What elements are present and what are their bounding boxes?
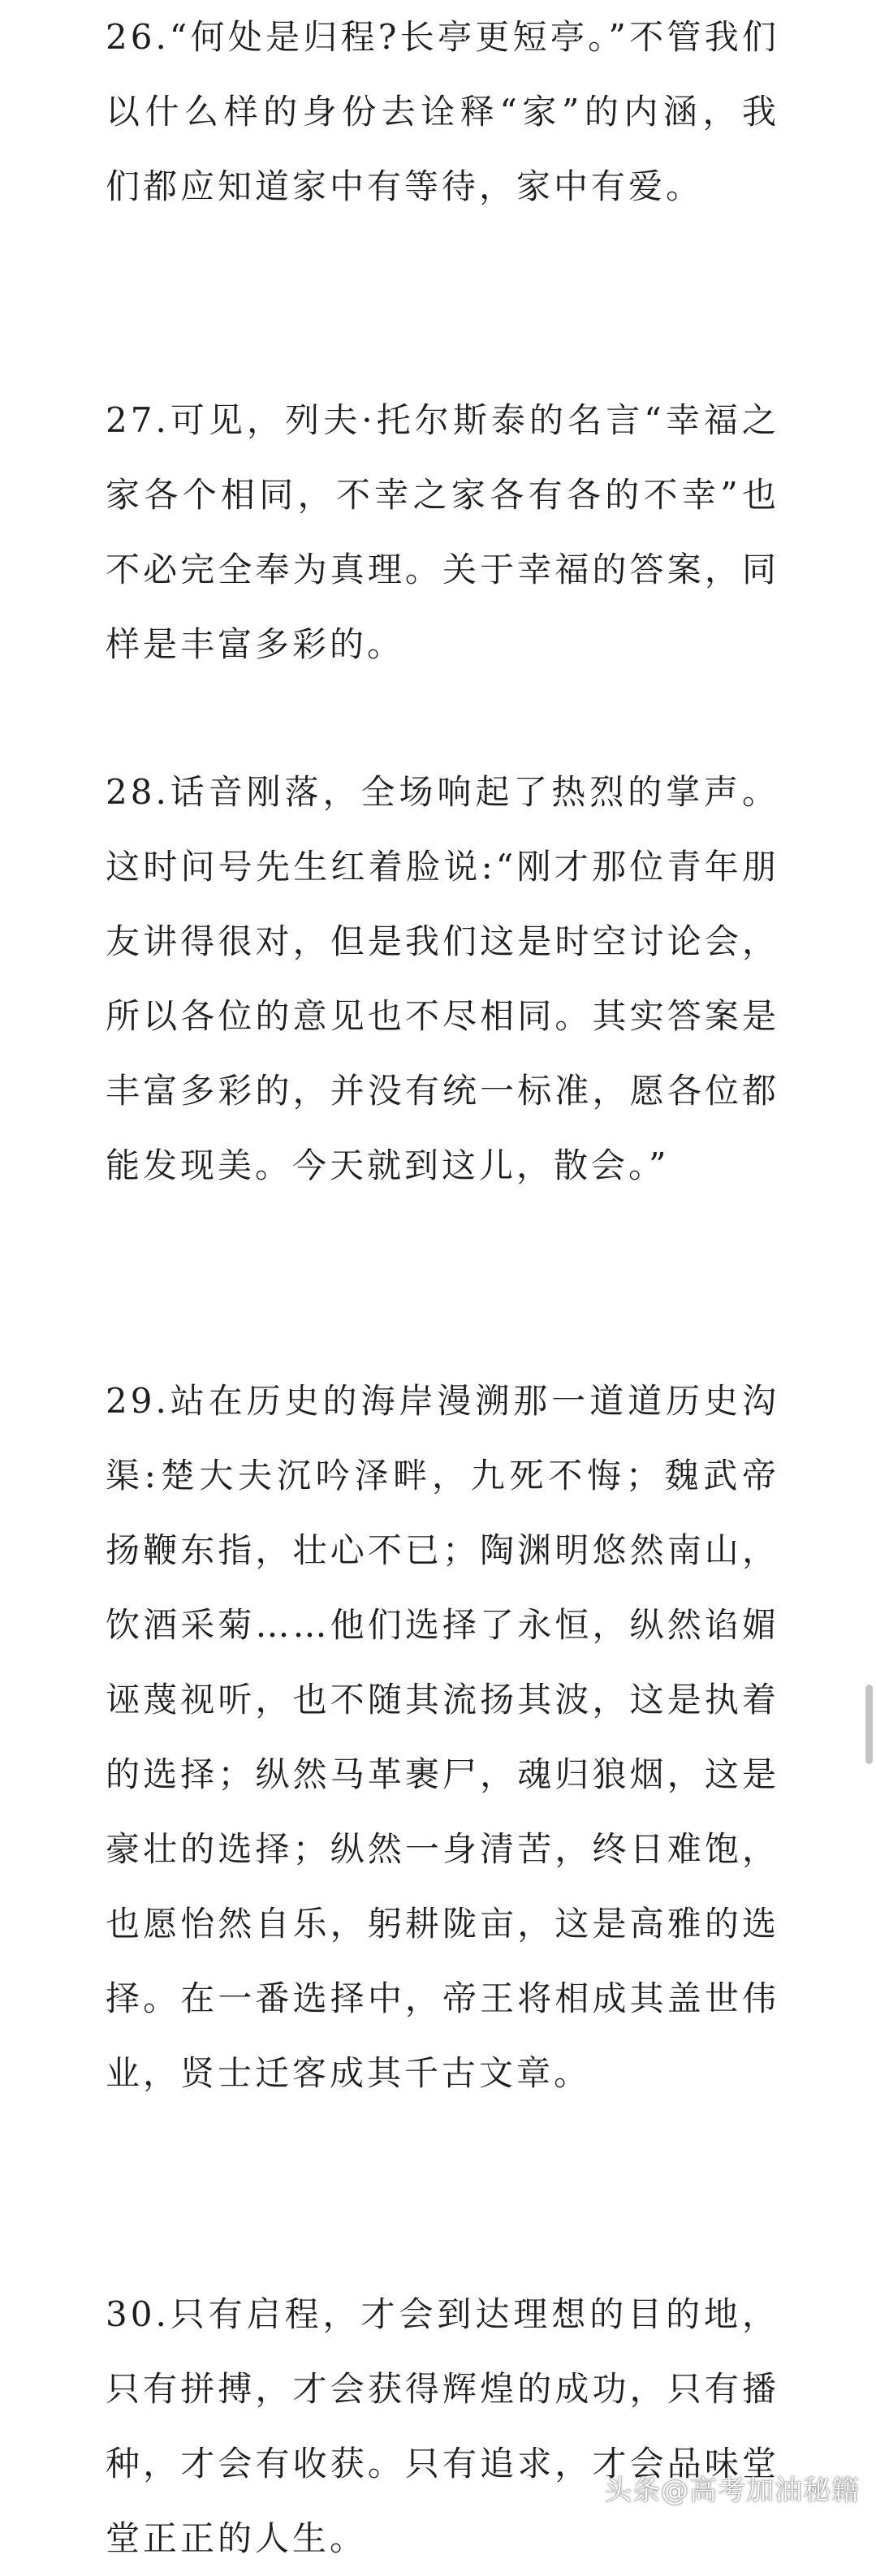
scrollbar-thumb[interactable] — [865, 1685, 873, 1764]
paragraph-28: 28.话音刚落，全场响起了热烈的掌声。这时问号先生红着脸说:“刚才那位青年朋友讲得很对，但是我们这是时空讨论会，所以各位的意见也不尽相同。其实答案是丰富多彩的，并没有统一标准，愿各位都能发现美。今天就到这儿，散会。” — [106, 772, 779, 1185]
toutiao-watermark — [604, 2459, 860, 2516]
paragraph-26: 26.“何处是归程?长亭更短亭。”不管我们以什么样的身份去诠释“家”的内涵，我们都应知道家中有等待，家中有爱。 — [106, 17, 779, 206]
paragraph-30: 30.只有启程，才会到达理想的目的地，只有拼搏，才会获得辉煌的成功，只有播种，才会有收获。只有追求，才会品味堂堂正正的人生。 — [106, 2294, 779, 2558]
paragraph-29: 29.站在历史的海岸漫溯那一道道历史沟渠:楚大夫沉吟泽畔，九死不悔；魏武帝扬鞭东指，壮心不已；陶渊明悠然南山，饮酒采菊……他们选择了永恒，纵然谄媚诬蔑视听，也不随其流扬其波，这是执着的选择；纵然马革裹尸，魂归狼烟，这是豪壮的选择；纵然一身清苦，终日难饱，也愿怡然自乐，躬耕陇亩，这是高雅的选择。在一番选择中，帝王将相成其盖世伟业，贤士迁客成其千古文章。 — [106, 1381, 779, 2093]
watermark-account: @高考加油秘籍 — [661, 2474, 860, 2507]
paragraph-27: 27.可见，列夫·托尔斯泰的名言“幸福之家各个相同，不幸之家各有各的不幸”也不必完全奉为真理。关于幸福的答案，同样是丰富多彩的。 — [106, 400, 779, 664]
watermark-platform: 头条 — [604, 2474, 661, 2507]
